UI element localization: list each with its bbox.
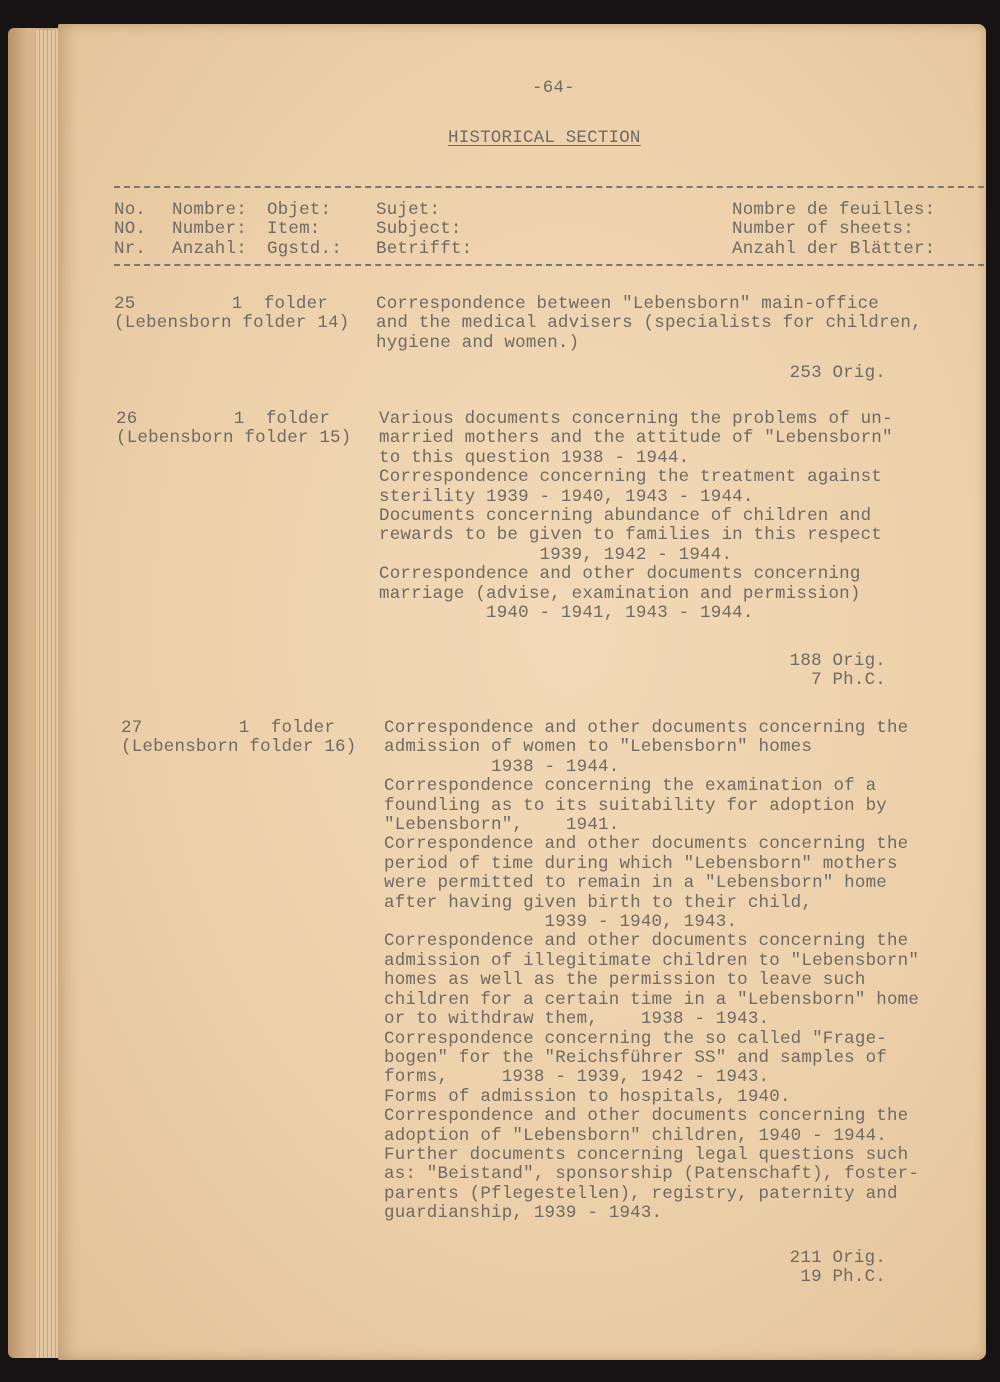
entry-27-number: 27 1 folder — [121, 718, 336, 738]
entry-25-reference: (Lebensborn folder 14) — [114, 313, 350, 333]
entry-26-sheets: 188 Orig. 7 Ph.C. — [789, 651, 886, 691]
entry-26-reference: (Lebensborn folder 15) — [116, 428, 352, 448]
entry-25-subject: Correspondence between "Lebensborn" main-office and the medical advisers (specialists for children, hygiene and women.) — [376, 294, 922, 353]
header-subject: Sujet: Subject: Betrifft: — [376, 200, 473, 259]
header-rule-bottom — [114, 264, 984, 266]
entry-27-subject: Correspondence and other documents concerning the admission of women to "Lebensborn" homes 1938 - 1944. Correspondence concerning the examination of a foundling as to its suitability for adoption by "Lebensborn", 1941. Correspondence and other documents concerning the period of time during which "Lebensborn" mothers were permitted to remain in a "Lebensborn" home after having given birth to their child, 1939 - 1940, 1943. Correspondence and other documents concerning the admission of illegitimate children to "Lebensborn" homes as well as the permission to leave such children for a certain time in a "Lebensborn" home or to withdraw them, 1938 - 1943. Correspondence concerning the so called "Frage- bogen" for the "Reichsführer SS" and samples of forms, 1938 - 1939, 1942 - 1943. Forms of admission to hospitals, 1940. Correspondence and other documents concerning the adoption of "Lebensborn" children, 1940 - 1944. Further documents concerning legal questions such as: "Beistand", sponsorship (Patenschaft), foster- parents (Pflegestellen), registry, paternity and guardianship, 1939 - 1943. — [384, 718, 920, 1224]
header-rule-top — [114, 186, 984, 188]
entry-27-reference: (Lebensborn folder 16) — [121, 737, 357, 757]
section-title: HISTORICAL SECTION — [448, 128, 641, 148]
entry-25-sheets: 253 Orig. — [789, 363, 886, 383]
header-no: No. NO. Nr. — [114, 200, 147, 259]
document-page — [58, 24, 986, 1360]
header-item: Objet: Item: Ggstd.: — [267, 200, 342, 259]
entry-27-sheets: 211 Orig. 19 Ph.C. — [789, 1248, 886, 1288]
entry-25-number: 25 1 folder — [114, 294, 329, 314]
header-sheets: Nombre de feuilles: Number of sheets: Anzahl der Blätter: — [732, 200, 936, 259]
header-number: Nombre: Number: Anzahl: — [172, 200, 247, 259]
page-number: -64- — [532, 78, 575, 98]
entry-26-subject: Various documents concerning the problems of un- married mothers and the attitude of "Lebensborn" to this question 1938 - 1944. Correspondence concerning the treatment against sterility 1939 - 1940, 1943 - 1944. Documents concerning abundance of children and rewards to be given to families in this respect 1939, 1942 - 1944. Correspondence and other documents concerning marriage (advise, examination and permission) 1940 - 1941, 1943 - 1944. — [379, 409, 893, 624]
entry-26-number: 26 1 folder — [116, 409, 331, 429]
